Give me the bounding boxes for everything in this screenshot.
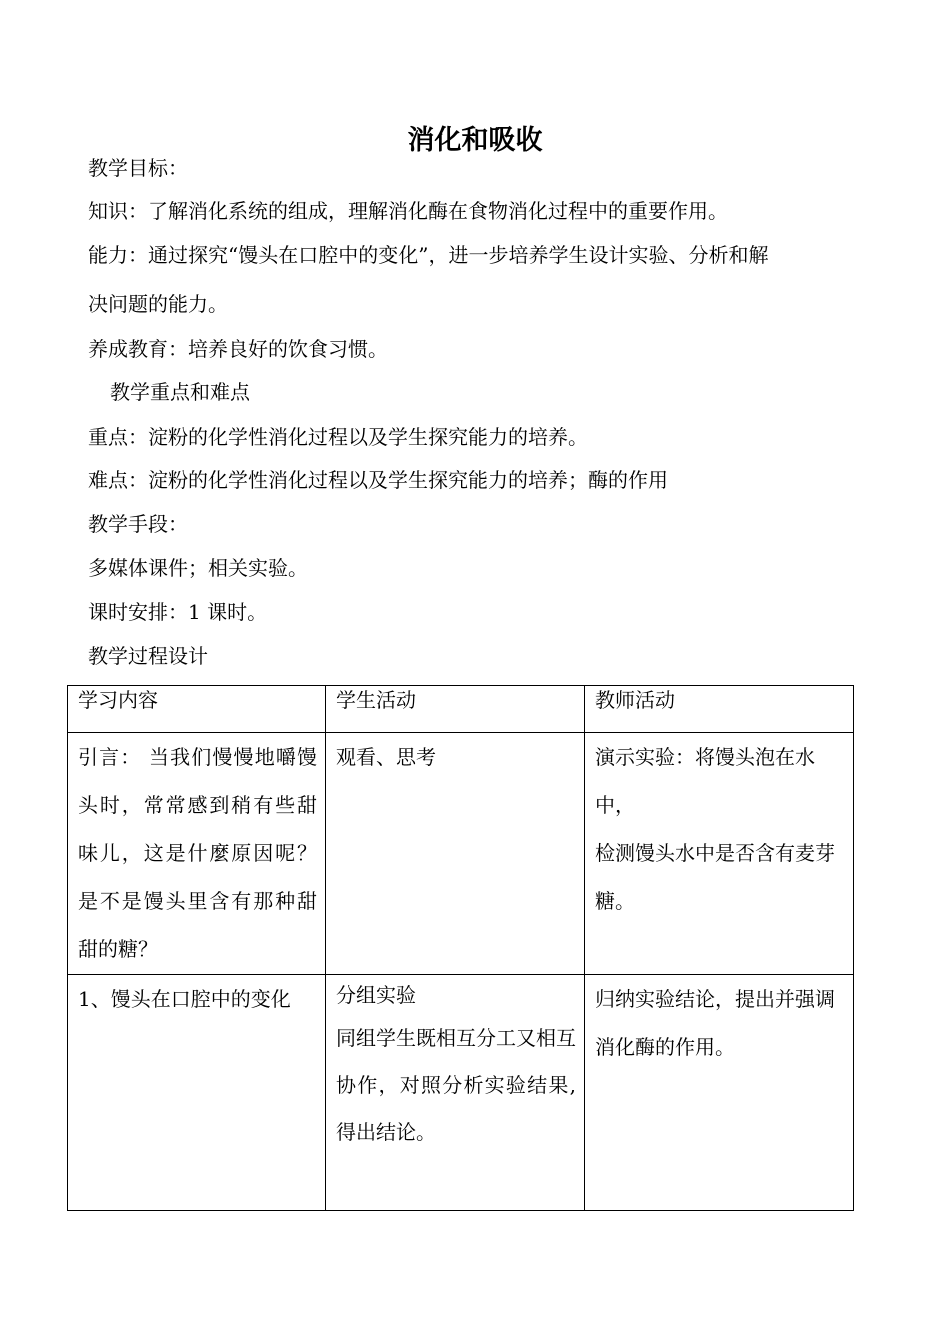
ability-objective-line-2: 决问题的能力。: [88, 292, 228, 316]
row-2-student-text-1: 分组实验: [336, 982, 416, 1007]
teaching-process-table: [67, 685, 854, 1211]
header-content: 学习内容: [68, 686, 326, 733]
teaching-means: 多媒体课件；相关实验。: [88, 556, 308, 580]
row-2-content-text: 1、馒头在口腔中的变化: [78, 986, 291, 1011]
objectives-heading: 教学目标：: [88, 156, 188, 180]
row-1-teacher-text-1: 演示实验：将馒头泡在水中，: [595, 745, 815, 818]
means-heading: 教学手段：: [88, 512, 188, 536]
difficult-point: 难点：淀粉的化学性消化过程以及学生探究能力的培养；酶的作用: [88, 468, 668, 492]
row-1-content-text: 引言： 当我们慢慢地嚼馒头时，常常感到稍有些甜味儿，这是什麼原因呢？是不是馒头里含有那种甜甜的糖？: [78, 745, 317, 962]
table-header-row: [68, 686, 854, 733]
row-1-student: [326, 733, 585, 974]
row-2-content: [68, 974, 326, 1210]
header-teacher-activity: 教师活动: [585, 686, 854, 733]
knowledge-objective: 知识：了解消化系统的组成，理解消化酶在食物消化过程中的重要作用。: [88, 199, 728, 223]
table-row: [68, 733, 854, 974]
row-1-teacher-text-2: 检测馒头水中是否含有麦芽糖。: [595, 841, 835, 914]
header-student-activity: 学生活动: [326, 686, 585, 733]
row-1-content: [68, 733, 326, 974]
ability-objective-line-1: 能力：通过探究“馒头在口腔中的变化”，进一步培养学生设计实验、分析和解: [88, 243, 769, 267]
schedule: 课时安排：1 课时。: [88, 600, 268, 624]
table-row: [68, 974, 854, 1210]
key-difficult-heading: 教学重点和难点: [110, 380, 250, 404]
cultivation-objective: 养成教育：培养良好的饮食习惯。: [88, 337, 388, 361]
row-2-student-text-2: 同组学生既相互分工又相互协作，对照分析实验结果,得出结论。: [336, 1025, 576, 1144]
row-1-student-text: 观看、思考: [336, 745, 436, 770]
page-title: 消化和吸收: [407, 125, 543, 156]
row-2-teacher: [585, 974, 854, 1210]
row-1-teacher: [585, 733, 854, 974]
row-2-teacher-text: 归纳实验结论，提出并强调消化酶的作用。: [595, 986, 835, 1059]
key-point: 重点：淀粉的化学性消化过程以及学生探究能力的培养。: [88, 425, 588, 449]
process-heading: 教学过程设计: [88, 644, 208, 668]
row-2-student: [326, 974, 585, 1210]
